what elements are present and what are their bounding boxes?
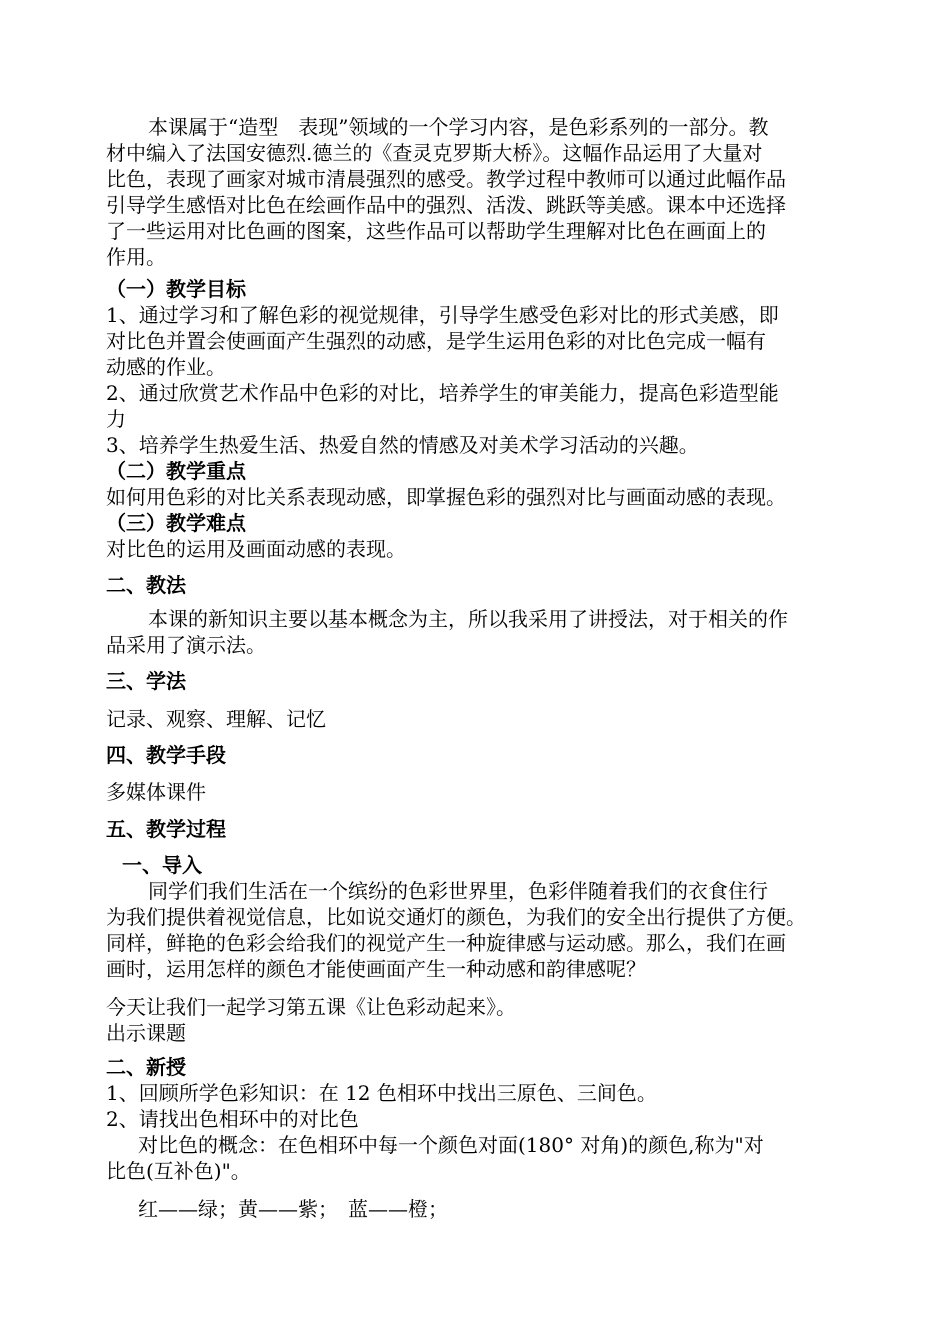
new-item: 2、请找出色相环中的对比色 bbox=[106, 1107, 359, 1131]
intro-line: 了一些运用对比色画的图案，这些作品可以帮助学生理解对比色在画面上的 bbox=[106, 219, 766, 243]
lead-in-line: 为我们提供着视觉信息，比如说交通灯的颜色，为我们的安全出行提供了方便。 bbox=[106, 905, 806, 929]
difficulty-heading: （三）教学难点 bbox=[106, 511, 246, 535]
goal-line: 对比色并置会使画面产生强烈的动感，是学生运用色彩的对比色完成一幅有 bbox=[106, 329, 766, 353]
intro-line: 作用。 bbox=[106, 245, 166, 269]
goal-line: 动感的作业。 bbox=[106, 355, 226, 379]
difficulty-text: 对比色的运用及画面动感的表现。 bbox=[106, 537, 406, 561]
process-heading: 五、教学过程 bbox=[106, 817, 226, 841]
show-title-text: 出示课题 bbox=[106, 1021, 186, 1045]
new-heading: 二、新授 bbox=[106, 1055, 186, 1079]
color-pairs: 红——绿；黄——紫； 蓝——橙； bbox=[138, 1197, 448, 1221]
new-item: 1、回顾所学色彩知识：在 12 色相环中找出三原色、三间色。 bbox=[106, 1081, 657, 1105]
learning-heading: 三、学法 bbox=[106, 669, 186, 693]
intro-line: 材中编入了法国安德烈.德兰的《查灵克罗斯大桥》。这幅作品运用了大量对 bbox=[106, 141, 763, 165]
lead-in-line: 同学们我们生活在一个缤纷的色彩世界里，色彩伴随着我们的衣食住行 bbox=[148, 879, 768, 903]
lead-in-line: 画时，运用怎样的颜色才能使画面产生一种动感和韵律感呢？ bbox=[106, 957, 646, 981]
concept-line: 比色(互补色)"。 bbox=[106, 1159, 251, 1183]
goal-line: 3、培养学生热爱生活、热爱自然的情感及对美术学习活动的兴趣。 bbox=[106, 433, 699, 457]
means-heading: 四、教学手段 bbox=[106, 743, 226, 767]
focus-heading: （二）教学重点 bbox=[106, 459, 246, 483]
goal-line: 力 bbox=[106, 407, 126, 431]
goal-line: 1、通过学习和了解色彩的视觉规律，引导学生感受色彩对比的形式美感，即 bbox=[106, 303, 779, 327]
method-line: 品采用了演示法。 bbox=[106, 633, 266, 657]
goals-heading: （一）教学目标 bbox=[106, 277, 246, 301]
focus-text: 如何用色彩的对比关系表现动感，即掌握色彩的强烈对比与画面动感的表现。 bbox=[106, 485, 786, 509]
learning-text: 记录、观察、理解、记忆 bbox=[106, 707, 326, 731]
lead-in-heading: 一、导入 bbox=[122, 853, 202, 877]
means-text: 多媒体课件 bbox=[106, 780, 206, 804]
lead-in-line: 同样，鲜艳的色彩会给我们的视觉产生一种旋律感与运动感。那么，我们在画 bbox=[106, 931, 786, 955]
method-line: 本课的新知识主要以基本概念为主，所以我采用了讲授法，对于相关的作 bbox=[148, 607, 788, 631]
goal-line: 2、通过欣赏艺术作品中色彩的对比，培养学生的审美能力，提高色彩造型能 bbox=[106, 381, 779, 405]
today-text: 今天让我们一起学习第五课《让色彩动起来》。 bbox=[106, 995, 516, 1019]
intro-line: 比色，表现了画家对城市清晨强烈的感受。教学过程中教师可以通过此幅作品 bbox=[106, 167, 786, 191]
method-heading: 二、教法 bbox=[106, 573, 186, 597]
concept-line: 对比色的概念：在色相环中每一个颜色对面(180° 对角)的颜色,称为"对 bbox=[138, 1133, 764, 1157]
intro-line: 本课属于“造型 表现”领域的一个学习内容，是色彩系列的一部分。教 bbox=[148, 115, 769, 139]
intro-line: 引导学生感悟对比色在绘画作品中的强烈、活泼、跳跃等美感。课本中还选择 bbox=[106, 193, 786, 217]
